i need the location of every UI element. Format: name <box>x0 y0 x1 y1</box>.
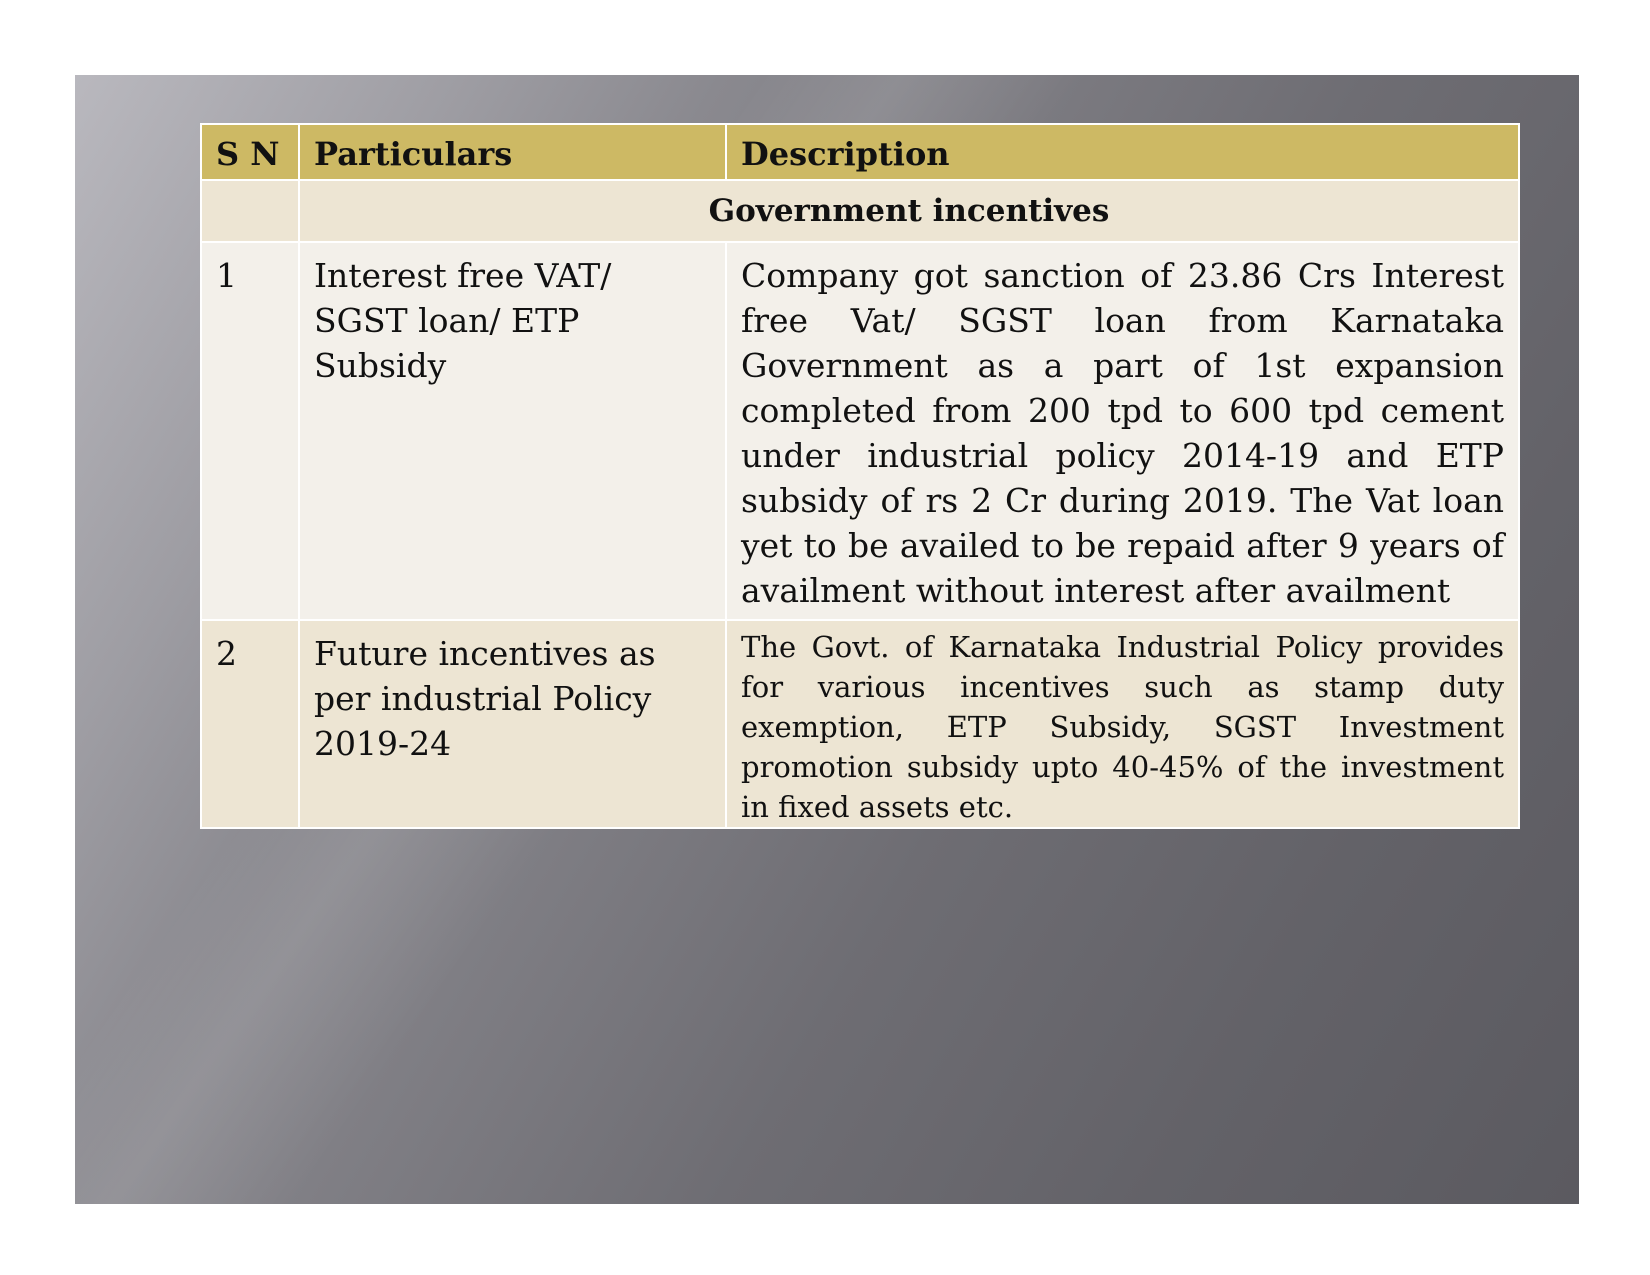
row-particulars: Interest free VAT/ SGST loan/ ETP Subsidy <box>299 242 726 620</box>
incentives-table <box>200 123 1520 829</box>
table-header-row <box>201 124 1519 180</box>
row-description: The Govt. of Karnataka Industrial Policy provides for various incentives such as stamp duty exemption, ETP Subsidy, SGST Investment promotion subsidy upto 40-45% of the investment in fixed assets etc. <box>726 620 1519 828</box>
header-description: Description <box>726 124 1519 180</box>
section-title: Government incentives <box>299 180 1519 242</box>
slide-background <box>75 75 1579 1204</box>
row-description: Company got sanction of 23.86 Crs Interest free Vat/ SGST loan from Karnataka Government as a part of 1st expansion completed from 200 tpd to 600 tpd cement under industrial policy 2014-19 and ETP subsidy of rs 2 Cr during 2019. The Vat loan yet to be availed to be repaid after 9 years of availment without interest after availment <box>726 242 1519 620</box>
table-row <box>201 620 1519 828</box>
header-sn: S N <box>201 124 299 180</box>
section-row <box>201 180 1519 242</box>
row-sn: 1 <box>201 242 299 620</box>
section-empty-cell <box>201 180 299 242</box>
header-particulars: Particulars <box>299 124 726 180</box>
table-row <box>201 242 1519 620</box>
row-particulars: Future incentives as per industrial Policy 2019-24 <box>299 620 726 828</box>
row-sn: 2 <box>201 620 299 828</box>
